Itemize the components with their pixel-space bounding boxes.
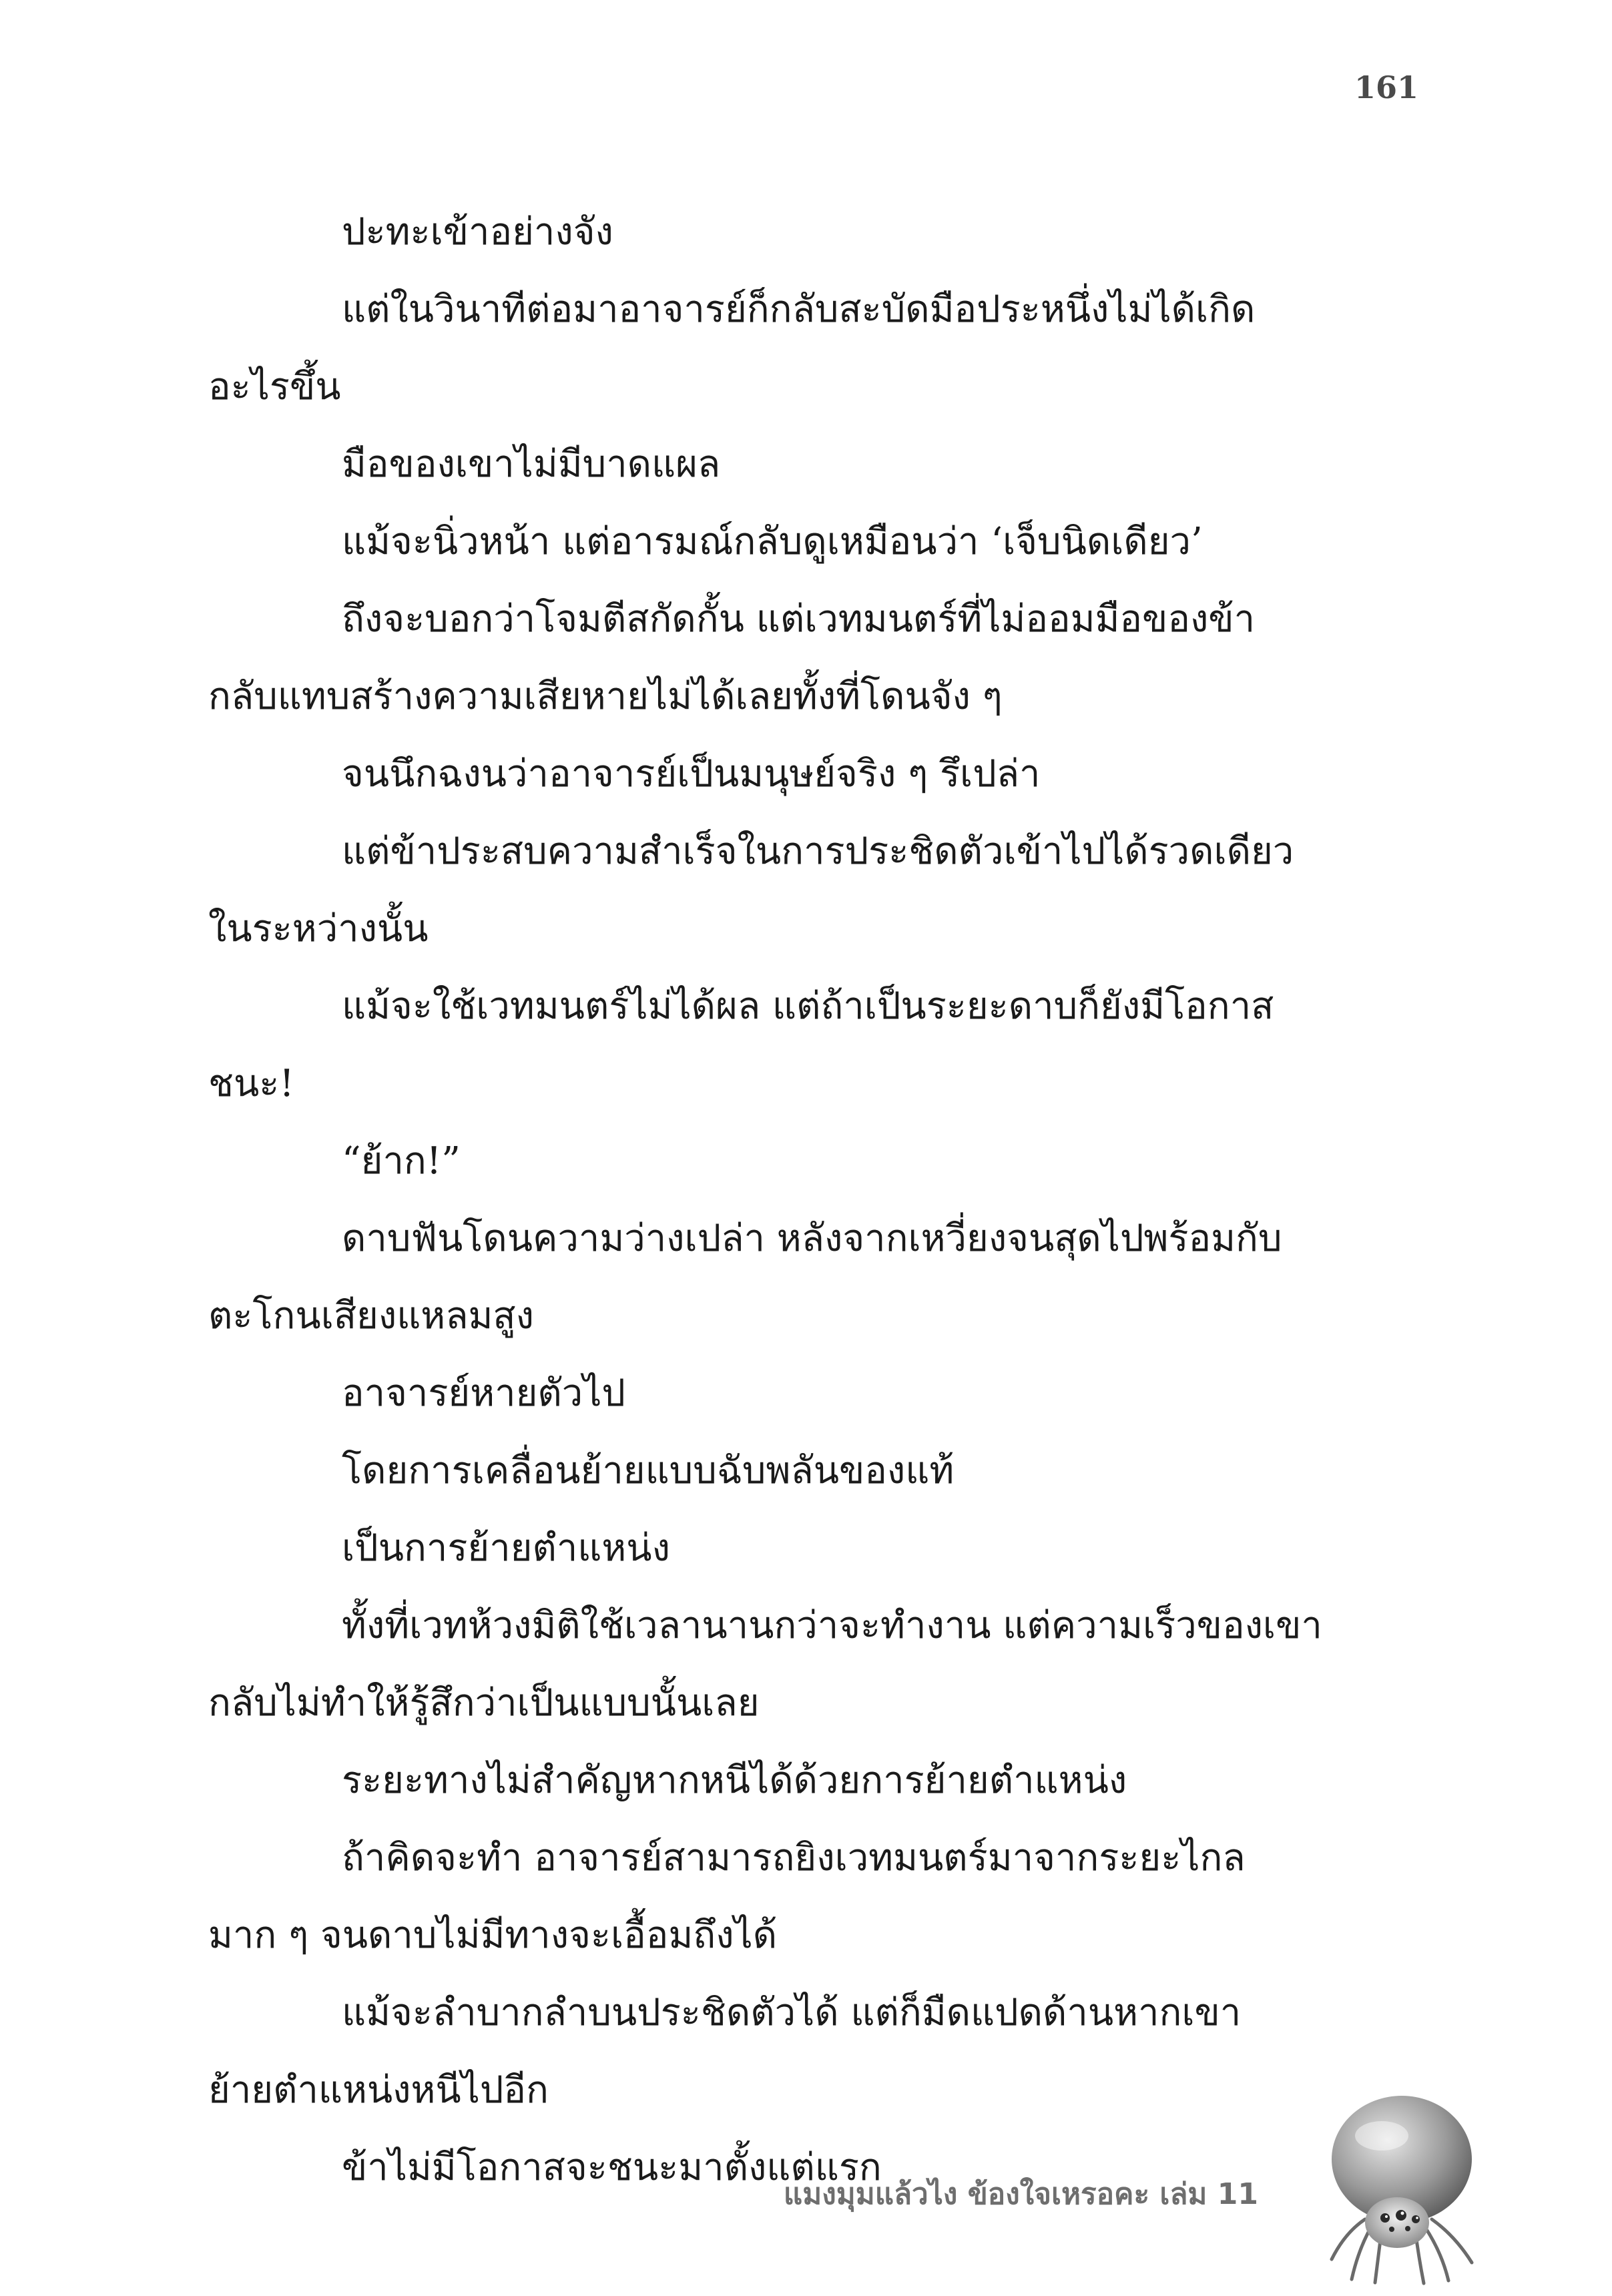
footer-title: แมงมุมแล้วไง ข้องใจเหรอคะ เล่ม 11 [783, 2177, 1258, 2211]
paragraph [208, 1587, 1416, 1742]
paragraph-continuation-line: กลับแทบสร้างความเสียหายไม่ได้เลยทั้งที่โดนจัง ๆ [208, 675, 1003, 718]
paragraph-first-line: แม้จะนิ่วหน้า แต่อารมณ์กลับดูเหมือนว่า ‘เจ็บนิดเดียว’ [342, 520, 1203, 563]
paragraph-first-line: แต่ในวินาทีต่อมาอาจารย์ก็กลับสะบัดมือประหนึ่งไม่ได้เกิด [342, 288, 1256, 331]
paragraph-first-line: โดยการเคลื่อนย้ายแบบฉับพลันของแท้ [342, 1449, 955, 1492]
paragraph-continuation-line: มาก ๆ จนดาบไม่มีทางจะเอื้อมถึงได้ [208, 1914, 778, 1957]
paragraph [208, 1123, 1416, 1200]
paragraph-first-line: อาจารย์หายตัวไป [342, 1372, 625, 1415]
paragraph-first-line: ดาบฟันโดนความว่างเปล่า หลังจากเหวี่ยงจนสุดไปพร้อมกับ [342, 1217, 1282, 1260]
paragraph-continuation-line: ย้ายตำแหน่งหนีไปอีก [208, 2068, 549, 2112]
paragraph-first-line: ถึงจะบอกว่าโจมตีสกัดกั้น แต่เวทมนตร์ที่ไม่ออมมือของข้า [342, 597, 1256, 641]
paragraph [208, 736, 1416, 813]
paragraph-first-line: ข้าไม่มีโอกาสจะชนะมาตั้งแต่แรก [342, 2146, 882, 2189]
paragraph-first-line: “ย้าก!” [342, 1139, 461, 1183]
paragraph-continuation-line: ในระหว่างนั้น [208, 907, 429, 950]
paragraph-first-line: ระยะทางไม่สำคัญหากหนีได้ด้วยการย้ายตำแหน่ง [342, 1759, 1127, 1802]
paragraph-first-line: แต่ข้าประสบความสำเร็จในการประชิดตัวเข้าไปได้รวดเดียว [342, 830, 1294, 873]
paragraph [208, 1974, 1416, 2129]
paragraph [208, 1819, 1416, 1974]
paragraph-continuation-line: ตะโกนเสียงแหลมสูง [208, 1294, 534, 1338]
paragraph-first-line: ทั้งที่เวทห้วงมิติใช้เวลานานกว่าจะทำงาน แต่ความเร็วของเขา [342, 1604, 1322, 1647]
paragraph [208, 813, 1416, 968]
paragraph [208, 503, 1416, 581]
paragraph [208, 1355, 1416, 1432]
paragraph-first-line: เป็นการย้ายตำแหน่ง [342, 1526, 670, 1570]
paragraph [208, 968, 1416, 1123]
paragraph [208, 1432, 1416, 1510]
paragraph-continuation-line: อะไรขึ้น [208, 365, 341, 408]
paragraph-continuation-line: กลับไม่ทำให้รู้สึกว่าเป็นแบบนั้นเลย [208, 1681, 760, 1725]
paragraph [208, 1742, 1416, 1819]
paragraph [208, 1200, 1416, 1355]
paragraph [208, 271, 1416, 426]
paragraph [208, 426, 1416, 503]
body-text [208, 194, 1416, 2207]
paragraph-first-line: มือของเขาไม่มีบาดแผล [342, 443, 721, 486]
paragraph [208, 581, 1416, 736]
paragraph-first-line: จนนึกฉงนว่าอาจารย์เป็นมนุษย์จริง ๆ รึเปล่า [342, 752, 1041, 796]
spider-mascot-icon [1318, 2086, 1485, 2286]
paragraph-first-line: แม้จะใช้เวทมนตร์ไม่ได้ผล แต่ถ้าเป็นระยะดาบก็ยังมีโอกาส [342, 984, 1274, 1028]
paragraph-first-line: ถ้าคิดจะทำ อาจารย์สามารถยิงเวทมนตร์มาจากระยะไกล [342, 1836, 1246, 1880]
paragraph-first-line: ปะทะเข้าอย่างจัง [342, 210, 613, 254]
paragraph-first-line: แม้จะลำบากลำบนประชิดตัวได้ แต่ก็มืดแปดด้านหากเขา [342, 1991, 1242, 2034]
page-number: 161 [1354, 69, 1418, 105]
paragraph [208, 1510, 1416, 1587]
paragraph-continuation-line: ชนะ! [208, 1062, 294, 1105]
paragraph [208, 194, 1416, 271]
